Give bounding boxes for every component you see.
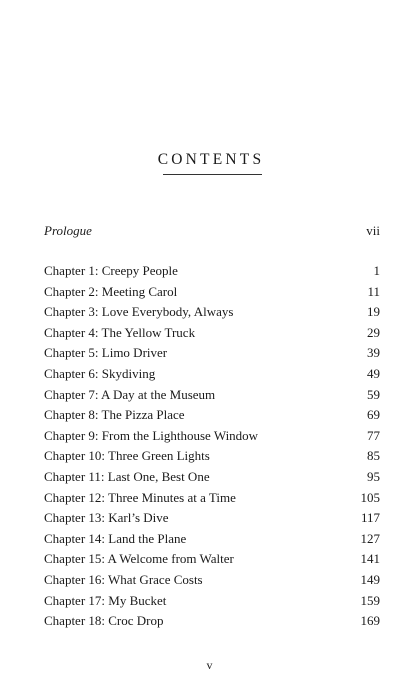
toc-entry-chapter-12 bbox=[44, 488, 380, 508]
page-number: v bbox=[206, 658, 213, 672]
toc-entry-chapter-9 bbox=[44, 426, 380, 446]
toc-entry-page: 69 bbox=[367, 407, 380, 423]
toc-entry-chapter-5 bbox=[44, 343, 380, 363]
toc-entry-chapter-1 bbox=[44, 261, 380, 281]
toc-entry-page: 141 bbox=[360, 551, 380, 567]
contents-heading bbox=[0, 151, 419, 169]
toc-entry-title: Chapter 7: A Day at the Museum bbox=[44, 386, 216, 402]
toc-entry-title: Chapter 2: Meeting Carol bbox=[44, 283, 178, 299]
toc-entry-title: Chapter 5: Limo Driver bbox=[44, 345, 168, 361]
toc-entry-page: 117 bbox=[360, 510, 380, 526]
toc-entry-page: 169 bbox=[360, 613, 380, 629]
toc-entry-title: Chapter 9: From the Lighthouse Window bbox=[44, 427, 259, 443]
toc-entry-title: Chapter 10: Three Green Lights bbox=[44, 448, 210, 464]
toc-entry-chapter-3 bbox=[44, 302, 380, 322]
toc-entry-page: 29 bbox=[367, 324, 380, 340]
toc-entry-page: vii bbox=[366, 223, 380, 238]
toc-entry-title: Chapter 18: Croc Drop bbox=[44, 613, 164, 629]
toc-entry-page: 159 bbox=[360, 592, 380, 608]
toc-entry-title: Chapter 16: What Grace Costs bbox=[44, 572, 203, 587]
heading-underline bbox=[163, 174, 262, 175]
toc-entry-chapter-11 bbox=[44, 467, 380, 487]
toc-entry-title: Chapter 13: Karl’s Dive bbox=[44, 510, 169, 526]
toc-entry-title: Chapter 17: My Bucket bbox=[44, 592, 167, 608]
toc-entry-chapter-4 bbox=[44, 323, 380, 343]
toc-entry-title: Chapter 8: The Pizza Place bbox=[44, 407, 185, 423]
toc-entry-page: 19 bbox=[367, 304, 380, 320]
toc-entry-page: 95 bbox=[367, 469, 380, 484]
toc-entry-title: Chapter 12: Three Minutes at a Time bbox=[44, 489, 236, 505]
toc-entry-title: Chapter 1: Creepy People bbox=[44, 263, 178, 278]
toc-entry-chapter-6 bbox=[44, 364, 380, 384]
toc-entry-title: Chapter 6: Skydiving bbox=[44, 366, 156, 381]
contents-heading-text: CONTENTS bbox=[157, 151, 265, 168]
toc-entry-title: Chapter 4: The Yellow Truck bbox=[44, 324, 196, 340]
toc-entry-chapter-7 bbox=[44, 385, 380, 405]
toc-entry-page: 85 bbox=[367, 448, 380, 464]
toc-entry-title: Chapter 15: A Welcome from Walter bbox=[44, 551, 234, 567]
toc-entry-page: 11 bbox=[367, 283, 380, 299]
toc-entry-chapter-8 bbox=[44, 405, 380, 425]
toc-entry-chapter-18 bbox=[44, 611, 380, 631]
toc-entry-page: 149 bbox=[360, 572, 380, 587]
toc-entry-page: 105 bbox=[360, 489, 380, 505]
toc-entry-chapter-16 bbox=[44, 570, 380, 590]
toc-entry-page: 39 bbox=[367, 345, 380, 361]
toc-entry-title: Chapter 3: Love Everybody, Always bbox=[44, 304, 234, 320]
toc-entry-page: 1 bbox=[373, 263, 380, 278]
toc-entry-chapter-15 bbox=[44, 549, 380, 569]
toc-entry-title: Chapter 11: Last One, Best One bbox=[44, 469, 210, 484]
toc-entry-page: 59 bbox=[367, 386, 380, 402]
toc-entry-title: Chapter 14: Land the Plane bbox=[44, 530, 187, 546]
toc-entry-chapter-17 bbox=[44, 591, 380, 611]
toc-entry-page: 77 bbox=[367, 427, 380, 443]
toc-entry-page: 49 bbox=[367, 366, 380, 381]
toc-entry-chapter-13 bbox=[44, 508, 380, 528]
toc-entry-chapter-10 bbox=[44, 446, 380, 466]
toc-entry-chapter-2 bbox=[44, 282, 380, 302]
toc-entry-prologue bbox=[44, 221, 380, 241]
toc-entry-title: Prologue bbox=[44, 223, 92, 238]
toc-entry-page: 127 bbox=[360, 530, 380, 546]
toc-entry-chapter-14 bbox=[44, 529, 380, 549]
